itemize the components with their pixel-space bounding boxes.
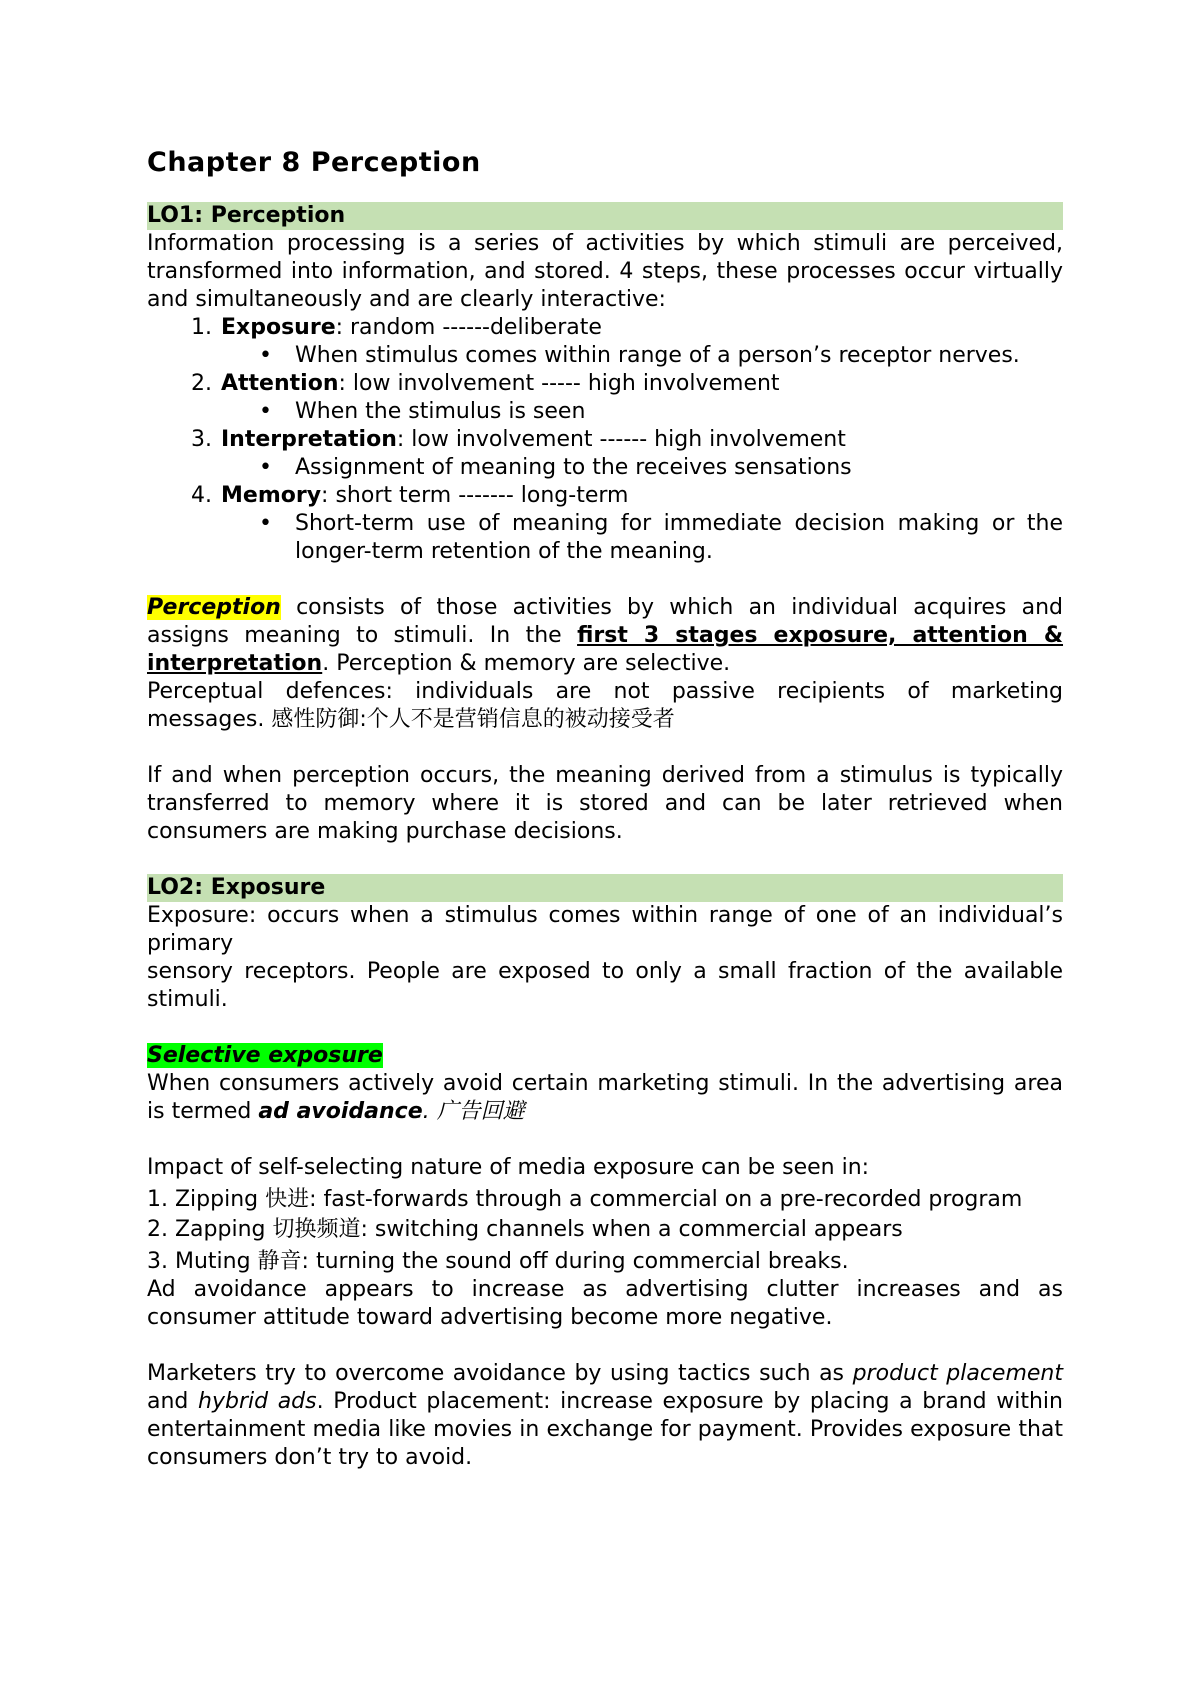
- impact-intro: Impact of self-selecting nature of media exposure can be seen in:: [147, 1155, 870, 1180]
- step-attention: [219, 370, 1063, 426]
- marketers-text: Marketers try to overcome avoidance by using tactics such as: [147, 1361, 853, 1386]
- hybrid-ads-term: hybrid ads: [198, 1389, 317, 1414]
- lo1-intro: Information processing is a series of activities by which stimuli are perceived, transformed into information, and stored. 4 steps, these processes occur virtually and simultaneously and are clearly interactive:: [147, 231, 1063, 312]
- memory-paragraph: If and when perception occurs, the meaning derived from a stimulus is typically transferred to memory where it is stored and can be later retrieved when consumers are making purchase decisions.: [147, 763, 1063, 844]
- step-bullets: [221, 510, 1063, 566]
- step-term: Interpretation: [221, 427, 397, 452]
- first-three-stages: first 3 stages exposure, attention & interpretation: [147, 623, 1064, 676]
- step-range: : short term ------- long-term: [321, 483, 629, 508]
- step-bullets: [221, 342, 1063, 370]
- spacer: [147, 1126, 1063, 1154]
- clutter-paragraph: Ad avoidance appears to increase as advertising clutter increases and as consumer attitude toward advertising become more negative.: [147, 1277, 1063, 1330]
- processing-steps-list: [147, 314, 1063, 566]
- step-term: Exposure: [221, 315, 336, 340]
- step-bullet: • When stimulus comes within range of a person’s receptor nerves.: [295, 342, 1063, 370]
- perception-text-end: . Perception & memory are selective.: [322, 651, 731, 676]
- step-range: : low involvement ------ high involvement: [396, 427, 846, 452]
- perception-text: consists of those activities by which an individual acquires and assigns meaning to stimuli. In the: [147, 595, 1063, 648]
- step-bullets: [221, 454, 1063, 482]
- spacer: [147, 1014, 1063, 1042]
- marketers-paragraph: [147, 1360, 1063, 1472]
- exposure-definition-line1: Exposure: occurs when a stimulus comes within range of one of an individual’s primary: [147, 903, 1063, 956]
- ad-avoidance-term: ad avoidance: [258, 1099, 423, 1124]
- and-text: and: [147, 1389, 199, 1414]
- selective-exposure-text: [147, 1070, 1063, 1126]
- impact-zipping: 1. Zipping 快进: fast-forwards through a commercial on a pre-recorded program: [147, 1187, 1023, 1212]
- perceptual-defences: Perceptual defences: individuals are not passive recipients of marketing messages. 感性防御:个人不是营销信息的被动接受者: [147, 679, 1063, 732]
- perception-definition: [147, 594, 1063, 678]
- product-placement-term: product placement: [852, 1361, 1063, 1386]
- step-range: : low involvement ----- high involvement: [338, 371, 780, 396]
- marketers-text-end: . Product placement: increase exposure by placing a brand within entertainment media like movies in exchange for payment. Provides exposure that consumers don’t try to avoid.: [147, 1389, 1063, 1470]
- selective-exposure-heading: Selective exposure: [147, 1043, 383, 1068]
- exposure-definition-line2: sensory receptors. People are exposed to only a small fraction of the available stimuli.: [147, 959, 1063, 1012]
- step-term: Memory: [221, 483, 322, 508]
- impact-zapping: 2. Zapping 切换频道: switching channels when a commercial appears: [147, 1217, 903, 1242]
- ad-avoidance-chinese: . 广告回避: [422, 1099, 525, 1124]
- selective-exposure-heading-row: [147, 1042, 1063, 1070]
- spacer: [147, 846, 1063, 874]
- document-content: [147, 138, 1063, 1472]
- step-bullet: • Short-term use of meaning for immediate decision making or the longer-term retention of the meaning.: [295, 510, 1063, 566]
- perception-term-highlight: Perception: [147, 595, 281, 620]
- step-bullet: • When the stimulus is seen: [295, 398, 1063, 426]
- step-memory: [219, 482, 1063, 566]
- step-exposure: [219, 314, 1063, 370]
- impact-muting: 3. Muting 静音: turning the sound off during commercial breaks.: [147, 1249, 849, 1274]
- step-interpretation: [219, 426, 1063, 482]
- step-range: : random ------deliberate: [335, 315, 602, 340]
- spacer: [147, 734, 1063, 762]
- step-bullet: • Assignment of meaning to the receives sensations: [295, 454, 1063, 482]
- spacer: [147, 566, 1063, 594]
- spacer: [147, 1332, 1063, 1360]
- chapter-title: Chapter 8 Perception: [147, 147, 481, 178]
- step-bullets: [221, 398, 1063, 426]
- step-term: Attention: [221, 371, 339, 396]
- lo2-heading: LO2: Exposure: [147, 874, 1063, 902]
- lo1-heading: LO1: Perception: [147, 202, 1063, 230]
- selective-text: When consumers actively avoid certain marketing stimuli. In the advertising area is termed: [147, 1071, 1063, 1124]
